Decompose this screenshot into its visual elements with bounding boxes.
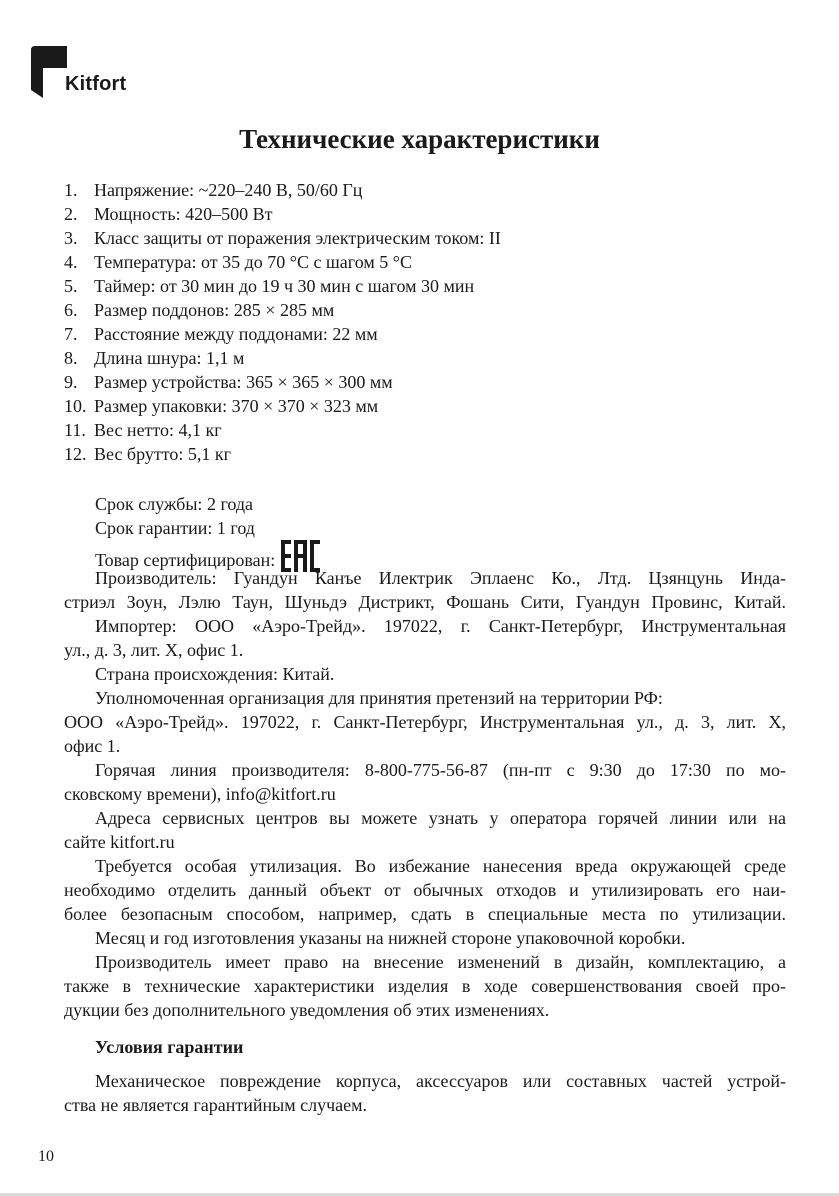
spec-item xyxy=(64,274,784,298)
spec-item xyxy=(64,298,784,322)
warranty-section xyxy=(64,1035,786,1117)
spec-number: 9. xyxy=(64,372,78,392)
spec-item xyxy=(64,370,784,394)
spec-number: 11. xyxy=(64,420,86,440)
spec-item xyxy=(64,178,784,202)
importer-line-1: Импортер: ООО «Аэро-Трейд». 197022, г. Санкт-Петербург, Инструментальная xyxy=(95,616,786,636)
spec-number: 10. xyxy=(64,396,87,416)
spec-number: 2. xyxy=(64,204,78,224)
service-life: Срок службы: 2 года xyxy=(95,494,254,514)
manufacturer-line-1: Производитель: Гуандун Канъе Илектрик Эплаенс Ко., Лтд. Цзянцунь Инда- xyxy=(95,568,786,588)
authorized-line-3: офис 1. xyxy=(64,736,121,756)
spec-text: Размер упаковки: 370 × 370 × 323 мм xyxy=(94,396,379,416)
spec-text: Длина шнура: 1,1 м xyxy=(94,348,245,368)
spec-text: Размер поддонов: 285 × 285 мм xyxy=(94,300,335,320)
brand-name: Kitfort xyxy=(65,73,127,95)
spec-number: 4. xyxy=(64,252,78,272)
warranty-period: Срок гарантии: 1 год xyxy=(95,518,255,538)
spec-number: 8. xyxy=(64,348,78,368)
spec-item xyxy=(64,202,784,226)
spec-number: 12. xyxy=(64,444,87,464)
origin-country: Страна происхождения: Китай. xyxy=(95,664,335,684)
spec-text: Расстояние между поддонами: 22 мм xyxy=(94,324,378,344)
service-centers-line-1: Адреса сервисных центров вы можете узнать у оператора горячей линии или на xyxy=(95,808,786,828)
manufacturer-line-2: стриэл Зоун, Лэлю Таун, Шуньдэ Дистрикт, Фошань Сити, Гуандун Провинс, Китай. xyxy=(64,592,786,612)
changes-line-1: Производитель имеет право на внесение изменений в дизайн, комплектацию, а xyxy=(95,952,786,972)
warranty-text-line-2: ства не является гарантийным случаем. xyxy=(64,1095,368,1115)
spec-number: 6. xyxy=(64,300,78,320)
specs-list xyxy=(64,178,784,466)
warranty-text-line-1: Механическое повреждение корпуса, аксессуаров или составных частей устрой- xyxy=(95,1071,786,1091)
disposal-line-2: необходимо отделить данный объект от обычных отходов и утилизировать его наи- xyxy=(64,880,786,900)
spec-item xyxy=(64,418,784,442)
spec-item xyxy=(64,322,784,346)
spec-item xyxy=(64,226,784,250)
disposal-line-3: более безопасным способом, например, сдать в специальные места по утилизации. xyxy=(64,904,786,924)
page-number: 10 xyxy=(38,1148,54,1165)
spec-text: Напряжение: ~220–240 В, 50/60 Гц xyxy=(94,180,363,200)
spec-item xyxy=(64,442,784,466)
authorized-line-1: Уполномоченная организация для принятия претензий на территории РФ: xyxy=(95,688,663,708)
spec-item xyxy=(64,250,784,274)
spec-text: Размер устройства: 365 × 365 × 300 мм xyxy=(94,372,393,392)
importer-line-2: ул., д. 3, лит. Х, офис 1. xyxy=(64,640,244,660)
certified-label: Товар сертифицирован: xyxy=(95,550,276,570)
hotline-line-2: сковскому времени), info@kitfort.ru xyxy=(64,784,336,804)
spec-number: 7. xyxy=(64,324,78,344)
legal-section xyxy=(64,566,786,1022)
hotline-line-1: Горячая линия производителя: 8-800-775-56-87 (пн-пт с 9:30 до 17:30 по мо- xyxy=(95,760,786,780)
spec-number: 3. xyxy=(64,228,78,248)
spec-text: Класс защиты от поражения электрическим током: II xyxy=(94,228,501,248)
spec-number: 5. xyxy=(64,276,78,296)
spec-text: Вес нетто: 4,1 кг xyxy=(94,420,222,440)
spec-text: Температура: от 35 до 70 °C с шагом 5 °C xyxy=(94,252,412,272)
spec-number: 1. xyxy=(64,180,78,200)
page-title: Технические характеристики xyxy=(239,124,600,154)
spec-text: Мощность: 420–500 Вт xyxy=(94,204,273,224)
service-centers-line-2: сайте kitfort.ru xyxy=(64,832,175,852)
manufacture-date-note: Месяц и год изготовления указаны на нижней стороне упаковочной коробки. xyxy=(95,928,686,948)
spec-item xyxy=(64,394,784,418)
spec-text: Вес брутто: 5,1 кг xyxy=(94,444,231,464)
disposal-line-1: Требуется особая утилизация. Во избежание нанесения вреда окружающей среде xyxy=(95,856,786,876)
spec-text: Таймер: от 30 мин до 19 ч 30 мин с шагом 30 мин xyxy=(94,276,475,296)
kitfort-logo-mark-icon xyxy=(31,46,67,98)
changes-line-2: также в технические характеристики изделия в ходе совершенствования своей про- xyxy=(64,976,786,996)
changes-line-3: дукции без дополнительного уведомления об этих изменениях. xyxy=(64,1000,550,1020)
spec-item xyxy=(64,346,784,370)
kitfort-logo xyxy=(31,46,151,102)
warranty-heading: Условия гарантии xyxy=(95,1037,244,1057)
info-section xyxy=(64,492,786,572)
authorized-line-2: ООО «Аэро-Трейд». 197022, г. Санкт-Петербург, Инструментальная ул., д. 3, лит. Х, xyxy=(64,712,786,732)
